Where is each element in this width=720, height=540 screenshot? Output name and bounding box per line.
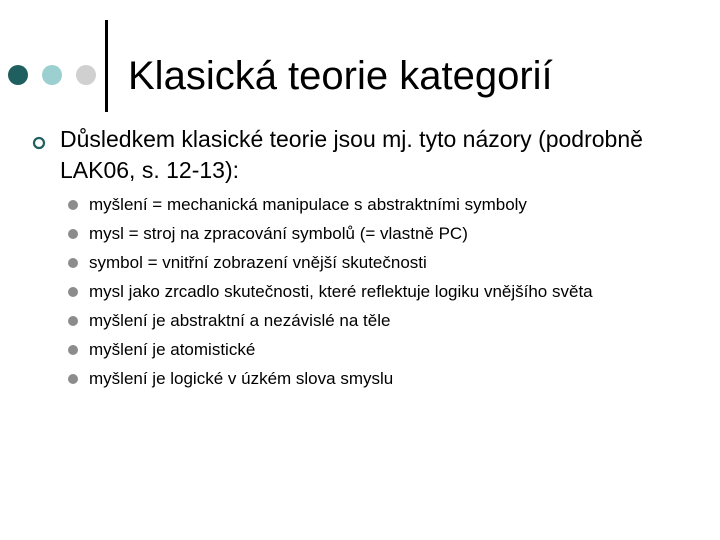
gray-dot-bullet-icon [68, 229, 78, 239]
gray-dot-bullet-icon [68, 258, 78, 268]
slide-title: Klasická teorie kategorií [128, 54, 553, 98]
sub-bullet-text: myšlení = mechanická manipulace s abstraktními symboly [89, 195, 527, 214]
hollow-circle-bullet-icon [32, 136, 46, 150]
dark-teal-dot-icon [8, 65, 28, 85]
main-bullet-text: Důsledkem klasické teorie jsou mj. tyto názory (podrobně LAK06, s. 12-13): [60, 126, 643, 183]
gray-dot-bullet-icon [68, 200, 78, 210]
light-teal-dot-icon [42, 65, 62, 85]
title-divider [105, 20, 108, 112]
sub-bullet-text: mysl jako zrcadlo skutečnosti, které reflektuje logiku vnějšího světa [89, 282, 593, 301]
sub-bullet-text: myšlení je abstraktní a nezávislé na těle [89, 311, 391, 330]
gray-dot-icon [76, 65, 96, 85]
sub-bullet-text: myšlení je logické v úzkém slova smyslu [89, 369, 394, 388]
gray-dot-bullet-icon [68, 345, 78, 355]
title-decoration-dots [8, 65, 98, 85]
sub-bullet-text: myšlení je atomistické [89, 340, 256, 359]
gray-dot-bullet-icon [68, 374, 78, 384]
gray-dot-bullet-icon [68, 316, 78, 326]
gray-dot-bullet-icon [68, 287, 78, 297]
sub-bullet-text: mysl = stroj na zpracování symbolů (= vlastně PC) [89, 224, 468, 243]
sub-bullet-text: symbol = vnitřní zobrazení vnější skutečnosti [89, 253, 427, 272]
